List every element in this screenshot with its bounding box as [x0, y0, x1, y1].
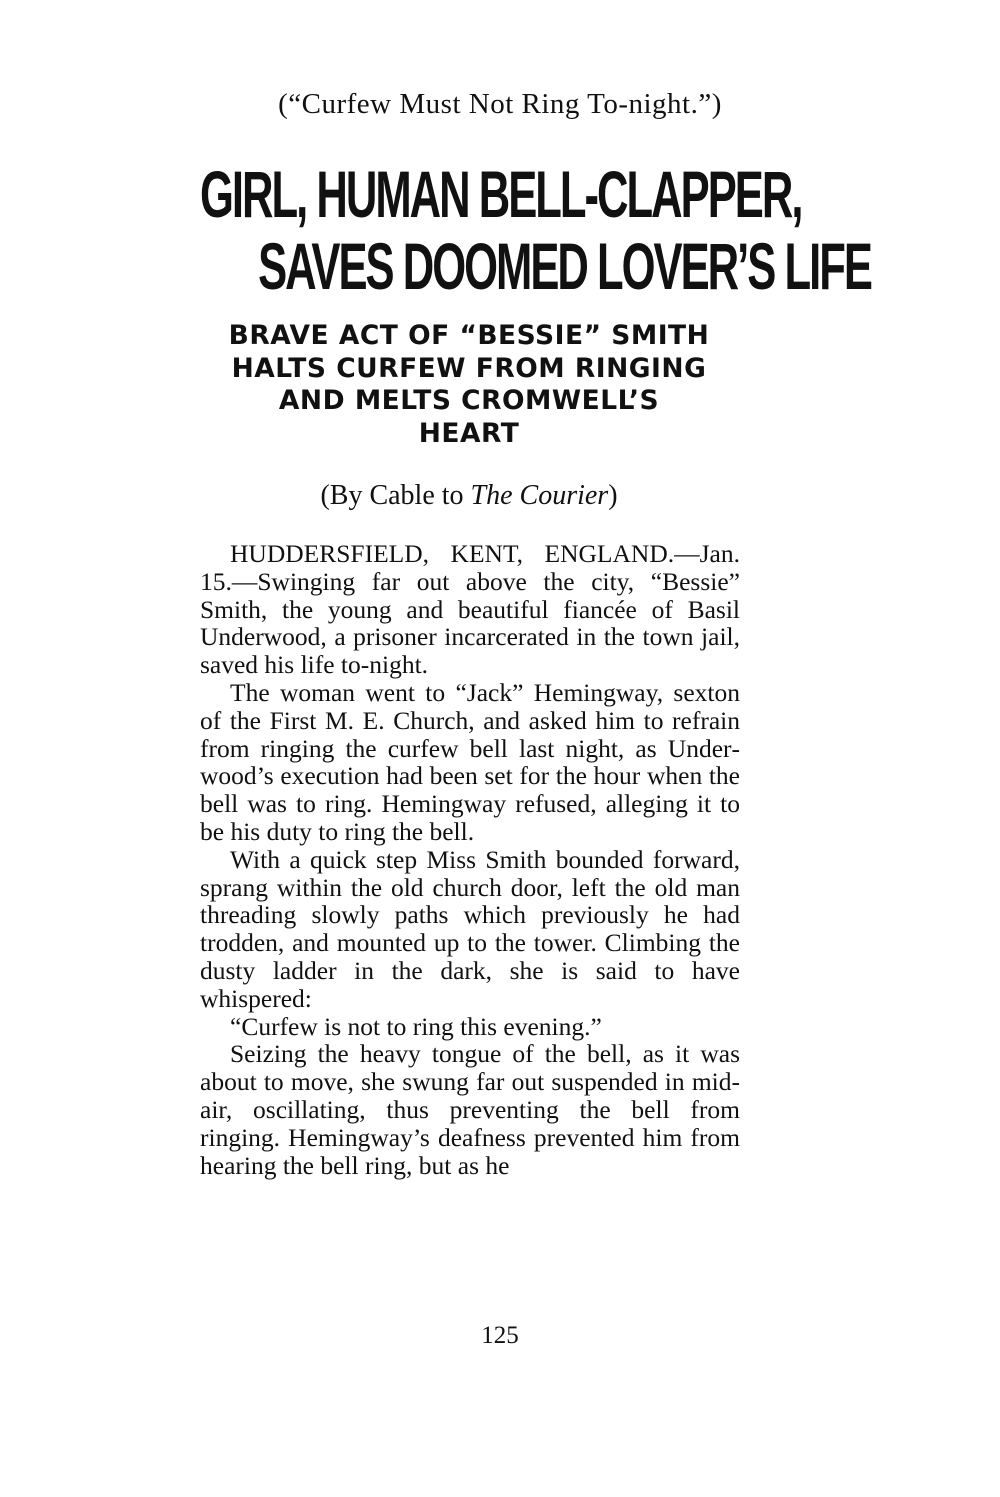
deck-line: HEART — [418, 417, 520, 449]
byline-suffix: ) — [608, 480, 618, 511]
article-body — [200, 540, 740, 1179]
byline — [195, 480, 743, 512]
body-paragraph: “Curfew is not to ring this evening.” — [230, 1011, 602, 1041]
body-paragraph: HUDDERSFIELD, KENT, ENGLAND.—Jan. 15.—Swinging far out above the city, “Bessie” Smith, the young and beautiful fiancée of Basil Underwood, a prisoner incarcerated in the town jail, saved his life to-night. — [200, 539, 740, 680]
body-paragraph: With a quick step Miss Smith bounded forward, sprang within the old church door, left the old man threading slowly paths which previously he had trodden, and mounted up to the tower. Climbing the dusty ladder in the dark, she is said to have whispered: — [200, 844, 740, 1013]
body-paragraph: The woman went to “Jack” Hemingway, sexton of the First M. E. Church, and asked him to refrain from ringing the curfew bell last night, as Underwood’s execution had been set for the hour when the bell was to ring. Hemingway refused, alleging it to be his duty to ring the bell. — [200, 677, 740, 846]
headline-line-2: SAVES DOOMED LOVER’S LIFE — [258, 229, 871, 303]
body-paragraph: Seizing the heavy tongue of the bell, as it was about to move, she swung far out suspended in mid-air, oscillating, thus preventing the bell from ringing. Hemingway’s deafness prevented him from hearing the bell ring, but as he — [200, 1039, 740, 1180]
deck-subheadline — [195, 320, 743, 450]
kicker-subtitle: (“Curfew Must Not Ring To-night.”) — [278, 88, 722, 120]
byline-paper-name: The Courier — [470, 480, 609, 511]
page-number: 125 — [481, 1322, 519, 1349]
deck-line: HALTS CURFEW FROM RINGING — [231, 352, 707, 384]
headline — [200, 157, 871, 303]
byline-prefix: (By Cable to — [320, 480, 471, 511]
deck-line: BRAVE ACT OF “BESSIE” SMITH — [228, 320, 710, 351]
deck-line: AND MELTS CROMWELL’S — [278, 385, 660, 416]
headline-line-1: GIRL, HUMAN BELL-CLAPPER, — [200, 157, 802, 231]
